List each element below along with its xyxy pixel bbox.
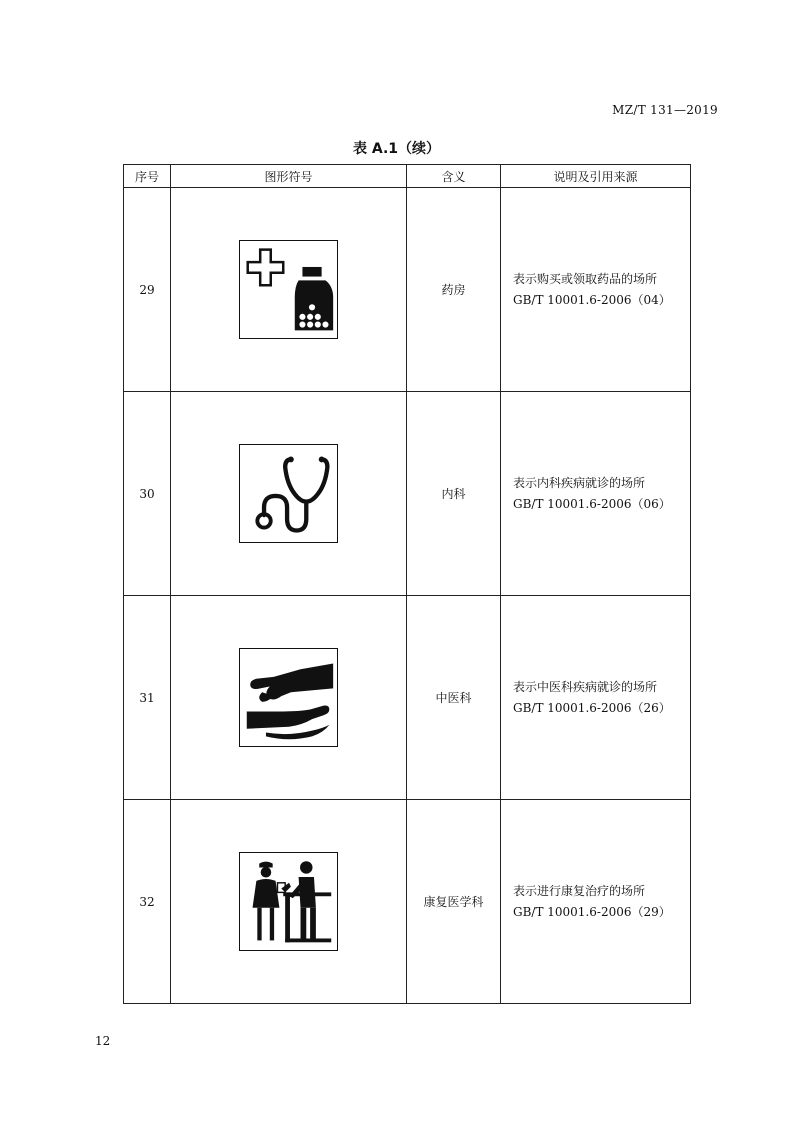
rehabilitation-icon (239, 852, 338, 951)
description-text: 表示中医科疾病就诊的场所 (513, 679, 658, 694)
symbol-cell (171, 596, 407, 800)
description-text: 表示进行康复治疗的场所 (513, 883, 646, 898)
description-text: 表示购买或领取药品的场所 (513, 271, 658, 286)
description-cell (501, 392, 691, 596)
column-header-no: 序号 (124, 165, 171, 188)
pharmacy-icon (239, 240, 338, 339)
source-text: GB/T 10001.6-2006（26） (513, 700, 671, 715)
standard-code: MZ/T 131—2019 (612, 103, 718, 117)
symbol-cell (171, 800, 407, 1004)
page-number: 12 (95, 1034, 111, 1048)
meaning-cell: 内科 (407, 392, 501, 596)
symbol-cell (171, 188, 407, 392)
table-row (124, 800, 691, 1004)
source-text: GB/T 10001.6-2006（29） (513, 904, 671, 919)
symbol-cell (171, 392, 407, 596)
pulse-diagnosis-icon (239, 648, 338, 747)
table-title: 表 A.1（续） (352, 141, 441, 157)
row-number: 32 (124, 800, 171, 1004)
source-text: GB/T 10001.6-2006（04） (513, 292, 671, 307)
description-cell (501, 188, 691, 392)
row-number: 31 (124, 596, 171, 800)
description-cell (501, 596, 691, 800)
table-row (124, 596, 691, 800)
column-header-meaning: 含义 (407, 165, 501, 188)
row-number: 30 (124, 392, 171, 596)
row-number: 29 (124, 188, 171, 392)
description-cell (501, 800, 691, 1004)
table-row (124, 188, 691, 392)
description-text: 表示内科疾病就诊的场所 (513, 475, 646, 490)
source-text: GB/T 10001.6-2006（06） (513, 496, 671, 511)
meaning-cell: 中医科 (407, 596, 501, 800)
stethoscope-icon (239, 444, 338, 543)
meaning-cell: 药房 (407, 188, 501, 392)
table-row (124, 392, 691, 596)
symbol-table (123, 164, 691, 1004)
meaning-cell: 康复医学科 (407, 800, 501, 1004)
column-header-symbol: 图形符号 (171, 165, 407, 188)
column-header-description: 说明及引用来源 (501, 165, 691, 188)
table-header-row (124, 165, 691, 188)
